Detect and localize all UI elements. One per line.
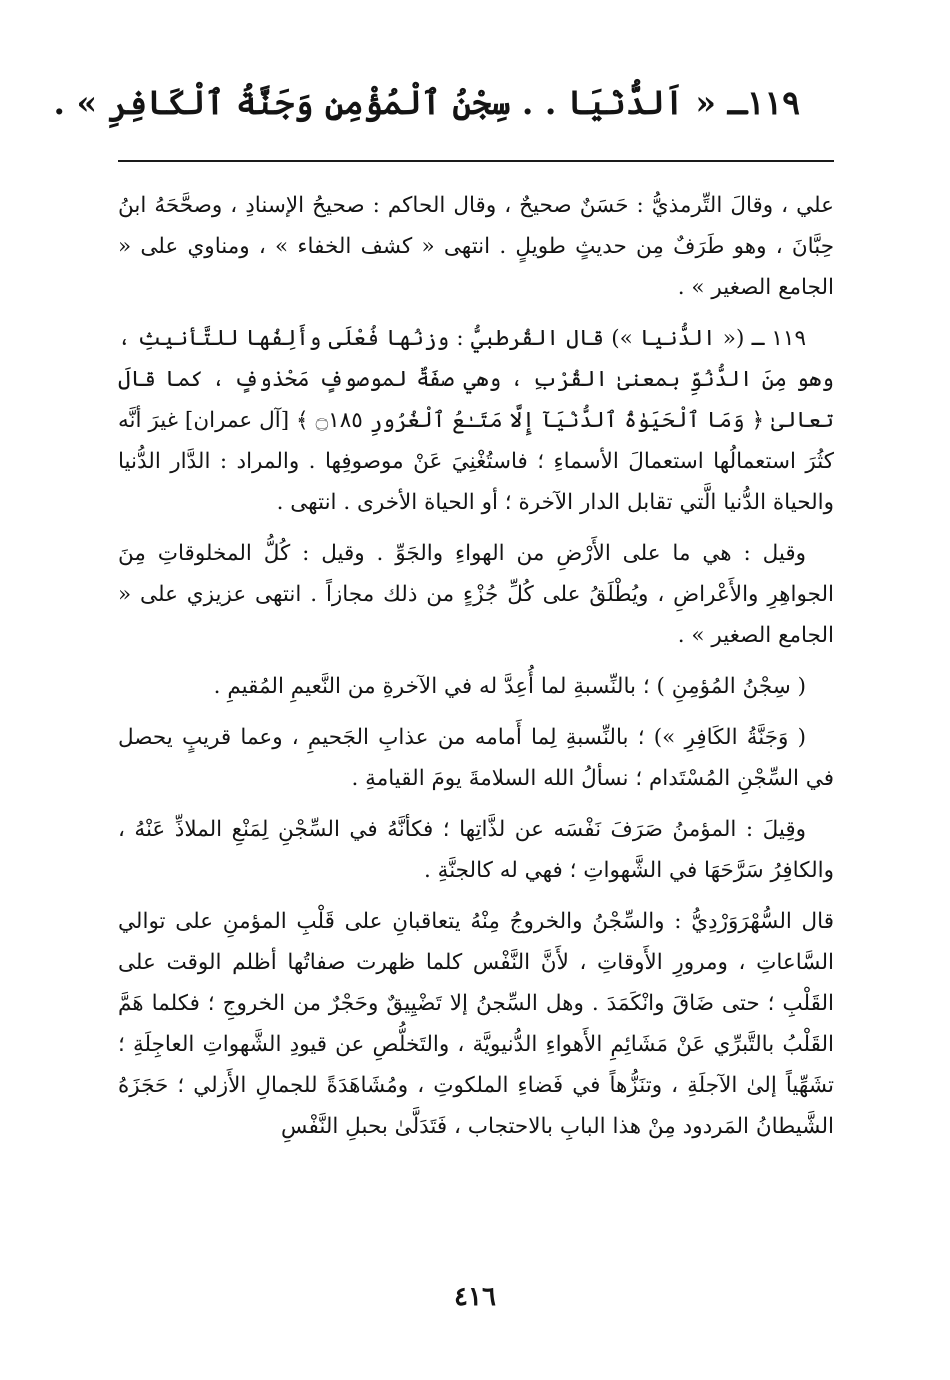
paragraph-dunya-alternative: وقيل : هي ما على الأَرْضِ من الهواءِ والجَوِّ . وقيل : كُلُّ المخلوقاتِ مِنَ الجواهِرِ والأَعْراضِ ، ويُطْلَقُ على كُلِّ جُزْءٍ من ذلك مجازاً . انتهى عزيزي على « الجامع الصغير » . <box>118 541 834 648</box>
paragraph-dunya-definition: ١١٩ ـ (« الدُّنيا ») قال القُرطبيُّ : وزنُها فُعْلَى وأَلِفُها للتَّأنيثِ ، وهو مِنَ الدُّنُوِّ بمعنىٰ القُرْبِ ، وهي صفَةٌ لموصوفٍ مَحْذوفٍ ، كما قالَ تعالىٰ ﴿ وَمَا ٱلْحَيَوٰةُ ٱلدُّنْيَآ إِلَّا مَتَـٰعُ ٱلْغُرُورِ ۝١٨٥ ﴾ [آل عمران] غيرَ أنَّه كثُرَ استعمالُها استعمالَ الأسماءِ ؛ فاستُغْنِيَ عَنْ موصوفِها . والمراد : الدَّار الدُّنيا والحياة الدُّنيا الَّتي تقابل الدار الآخرة ؛ أو الحياة الأخرى . انتهى . <box>118 326 834 515</box>
hadith-heading: ١١٩ـ « اَلدُّنْيَا . . سِجْنُ ٱلْمُؤْمِنِ وَجَنَّةُ ٱلْكَافِرِ » . <box>53 83 800 122</box>
paragraph-takhrij: علي ، وقالَ التِّرمذيُّ : حَسَنٌ صحيحٌ ، وقال الحاكم : صحيحُ الإسنادِ ، وصحَّحَهُ ابنُ حِبَّانَ ، وهو طَرَفٌ مِن حديثٍ طويلٍ . انتهى « كشف الخفاء » ، ومناوي على « الجامع الصغير » . <box>118 193 834 300</box>
page-number: ٤١٦ <box>454 1282 496 1312</box>
commentary-body <box>118 185 834 1157</box>
separator-rule <box>118 160 834 162</box>
paragraph-qila: وقِيلَ : المؤمنُ صَرَفَ نَفْسَه عن لذَّاتِها ؛ فكأنَّهُ في السِّجْنِ لِمَنْعِ الملاذِّ عَنْهُ ، والكافِرُ سَرَّحَهَا في الشَّهواتِ ؛ فهي له كالجنَّةِ . <box>118 817 834 883</box>
paragraph-jannat-kafir: ( وَجَنَّةُ الكَافِرِ ») ؛ بالنِّسبةِ لِما أَمامه من عذابِ الجَحيمِ ، وعما قريبٍ يحصل في السِّجْنِ المُسْتَدام ؛ نسألُ الله السلامةَ يومَ القيامةِ . <box>118 725 834 791</box>
paragraph-suhrawardi: قال السُّهْرَوَرْدِيُّ : والسِّجْنُ والخروجُ مِنْهُ يتعاقبانِ على قَلْبِ المؤمنِ على توالي السَّاعاتِ ، ومرورِ الأَوقاتِ ، لأَنَّ النَّفْس كلما ظهرت صفاتُها أظلم الوقت على القَلْبِ ؛ حتى ضَاقَ وانْكَمَدَ . وهل السِّجنُ إلا تَضْيِيقٌ وحَجْرٌ من الخروجِ ؛ فكلما هَمَّ القَلْبُ بالتَّبرِّي عَنْ مَشَائِمِ الأَهواءِ الدُّنيويَّة ، والتَخلُّصِ عن قيودِ الشَّهواتِ العاجِلَةِ ؛ تشَهِّياً إلىٰ الآجلَةِ ، وتنَزُّهاً في فَضاءِ الملكوتِ ، ومُشَاهَدَةً للجمالِ الأَزلي ؛ حَجَزَهُ الشَّيطانُ المَردود مِنْ هذا البابِ بالاحتجاب ، فَتَدَلَّىٰ بحبلِ النَّفْسِ <box>118 909 834 1139</box>
paragraph-sijn-mumin: ( سِجْنُ المُؤمِنِ ) ؛ بالنِّسبةِ لما أُعِدَّ له في الآخرةِ من النَّعيمِ المُقيمِ . <box>213 674 806 699</box>
